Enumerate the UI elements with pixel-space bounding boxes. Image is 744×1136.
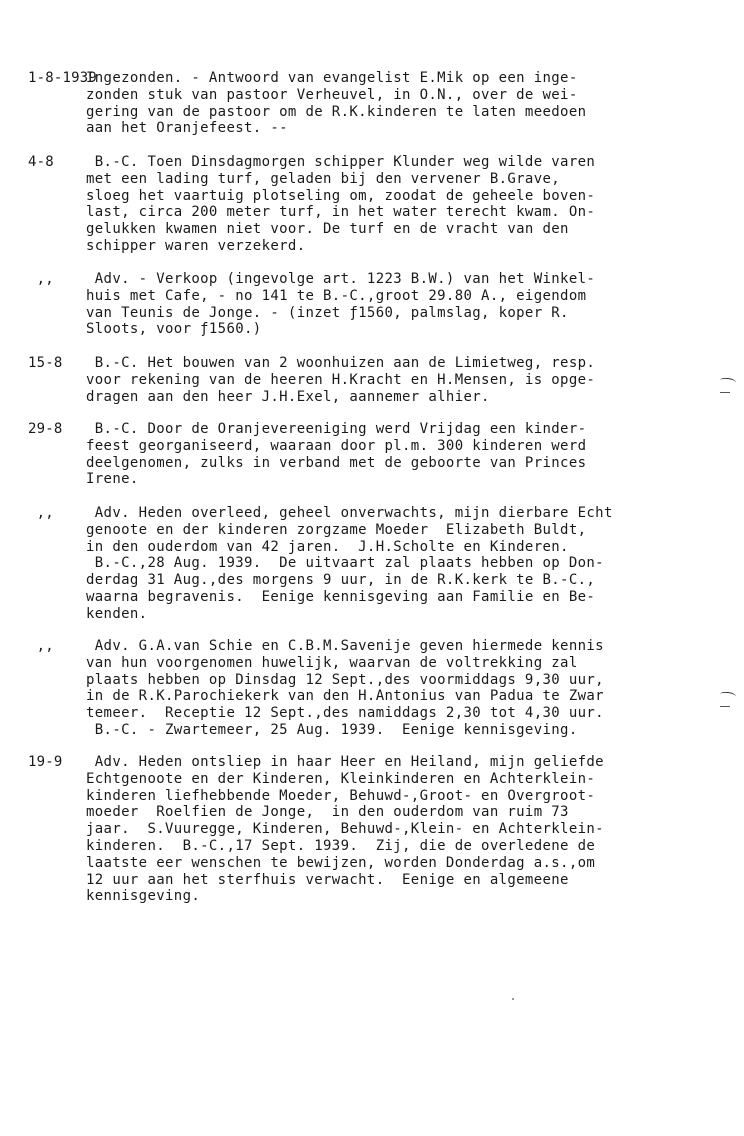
text-line: sloeg het vaartuig plotseling om, zoodat de geheele boven- [86, 187, 596, 204]
binder-hole-dash [720, 392, 730, 393]
text-line: waarna begravenis. Eenige kennisgeving aan Familie en Be- [86, 588, 596, 605]
text-line: in de R.K.Parochiekerk van den H.Antonius van Padua te Zwar [86, 688, 604, 705]
text-line: gering van de pastoor om de R.K.kinderen te laten meedoen [86, 103, 587, 120]
margin-binder-mark-upper [716, 378, 740, 398]
text-line: Adv. G.A.van Schie en C.B.M.Savenije geven hiermede kennis [86, 638, 604, 654]
paper-speck [512, 998, 514, 1000]
binder-hole-dash [720, 706, 730, 707]
text-line: aan het Oranjefeest. -- [86, 120, 288, 137]
text-line: moeder Roelfien de Jonge, in den ouderdom van ruim 73 [86, 804, 569, 821]
entry-text [86, 421, 686, 488]
text-line: huis met Cafe, - no 141 te B.-C.,groot 29.80 A., eigendom [86, 287, 587, 304]
text-line: zonden stuk van pastoor Verheuvel, in O.N., over de wei- [86, 86, 578, 103]
text-line: temeer. Receptie 12 Sept.,des namiddags 2,30 tot 4,30 uur. [86, 705, 604, 722]
text-line: jaar. S.Vuuregge, Kinderen, Behuwd-,Klein- en Achterklein- [86, 821, 604, 838]
entry-text [86, 754, 686, 905]
text-line: van Teunis de Jonge. - (inzet ƒ1560, palmslag, koper R. [86, 304, 569, 321]
text-line: Adv. Heden ontsliep in haar Heer en Heiland, mijn geliefde [86, 754, 604, 770]
entry-date: 1-8-1939 [28, 70, 98, 86]
entry-date: 4-8 [28, 154, 54, 170]
entry-date: 29-8 [28, 421, 63, 437]
text-line: in den ouderdom van 42 jaren. J.H.Scholte en Kinderen. [86, 538, 569, 555]
entry-date-ditto: ,, [28, 638, 54, 654]
text-line: Adv. Heden overleed, geheel onverwachts, mijn dierbare Echt [86, 505, 613, 521]
entry-text [86, 271, 686, 338]
entry-text [86, 355, 686, 405]
entry-text [86, 70, 686, 137]
text-line: feest georganiseerd, waaraan door pl.m. 300 kinderen werd [86, 437, 587, 454]
text-line: laatste eer wenschen te bewijzen, worden Donderdag a.s.,om [86, 854, 596, 871]
entry-text [86, 154, 686, 255]
text-line: kinderen liefhebbende Moeder, Behuwd-,Groot- en Overgroot- [86, 787, 596, 804]
text-line: 12 uur aan het sterfhuis verwacht. Eenige en algemeene [86, 871, 569, 888]
text-line: kenden. [86, 605, 148, 622]
text-line: Ingezonden. - Antwoord van evangelist E.Mik op een inge- [86, 70, 578, 86]
text-line: B.-C.,28 Aug. 1939. De uitvaart zal plaats hebben op Don- [86, 555, 604, 572]
text-line: gelukken kwamen niet voor. De turf en de vracht van den [86, 221, 569, 238]
text-line: last, circa 200 meter turf, in het water terecht kwam. On- [86, 204, 596, 221]
entry-text [86, 505, 686, 623]
text-line: met een lading turf, geladen bij den vervener B.Grave, [86, 170, 561, 187]
entry-text [86, 638, 686, 739]
entry-date-ditto: ,, [28, 271, 54, 287]
text-line: B.-C. - Zwartemeer, 25 Aug. 1939. Eenige kennisgeving. [86, 721, 578, 738]
margin-binder-mark-lower [716, 692, 740, 712]
text-line: van hun voorgenomen huwelijk, waarvan de voltrekking zal [86, 654, 578, 671]
binder-hole-curve [720, 377, 737, 386]
text-line: plaats hebben op Dinsdag 12 Sept.,des voormiddags 9,30 uur, [86, 671, 604, 688]
text-line: schipper waren verzekerd. [86, 237, 306, 254]
text-line: B.-C. Het bouwen van 2 woonhuizen aan de Limietweg, resp. [86, 355, 596, 371]
binder-hole-curve [720, 691, 737, 700]
text-line: Sloots, voor ƒ1560.) [86, 321, 262, 338]
text-line: voor rekening van de heeren H.Kracht en H.Mensen, is opge- [86, 371, 596, 388]
text-line: kinderen. B.-C.,17 Sept. 1939. Zij, die de overledene de [86, 837, 596, 854]
text-line: B.-C. Toen Dinsdagmorgen schipper Klunder weg wilde varen [86, 154, 596, 170]
entry-date: 19-9 [28, 754, 63, 770]
text-line: B.-C. Door de Oranjevereeniging werd Vrijdag een kinder- [86, 421, 587, 437]
text-line: kennisgeving. [86, 888, 201, 905]
text-line: dragen aan den heer J.H.Exel, aannemer alhier. [86, 388, 490, 405]
text-line: derdag 31 Aug.,des morgens 9 uur, in de R.K.kerk te B.-C., [86, 572, 596, 589]
text-line: genoote en der kinderen zorgzame Moeder Elizabeth Buldt, [86, 521, 587, 538]
entry-date: 15-8 [28, 355, 63, 371]
text-line: deelgenomen, zulks in verband met de geboorte van Princes [86, 454, 587, 471]
entry-date-ditto: ,, [28, 505, 54, 521]
text-line: Irene. [86, 471, 139, 488]
text-line: Echtgenoote en der Kinderen, Kleinkinderen en Achterklein- [86, 770, 596, 787]
text-line: Adv. - Verkoop (ingevolge art. 1223 B.W.) van het Winkel- [86, 271, 596, 287]
